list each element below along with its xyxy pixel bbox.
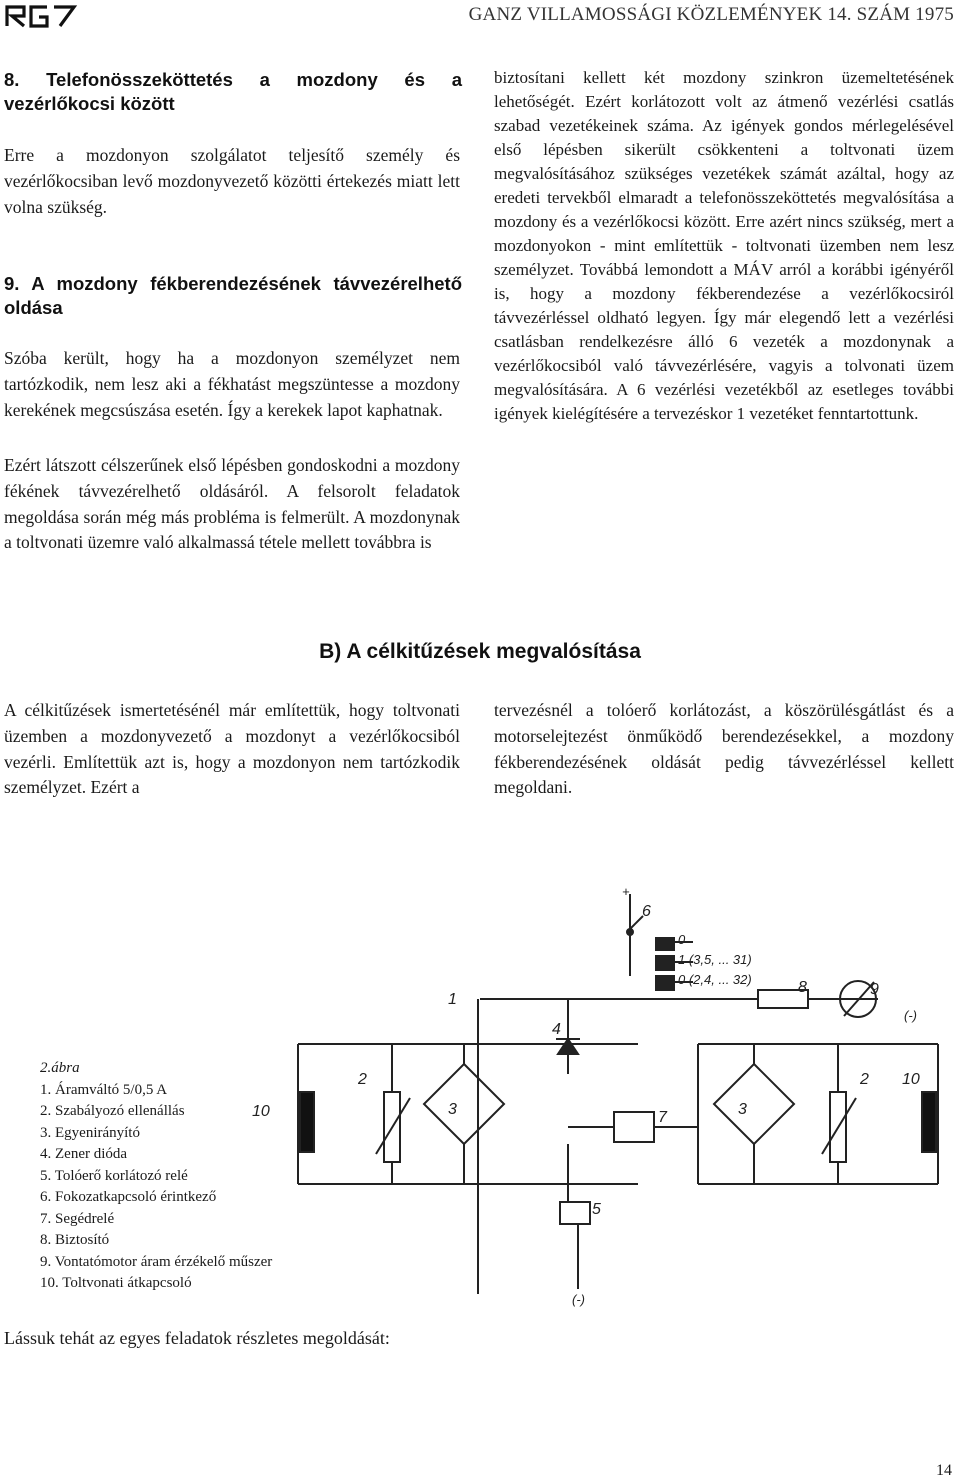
figure-legend: [40, 1058, 340, 1295]
heading-section-9: 9. A mozdony fékberendezésének távvezérelhető oldása: [4, 273, 462, 318]
paragraph-section-8: Erre a mozdonyon szolgálatot teljesítő személy és vezérlőkocsiban levő mozdonyvezető közötti értekezés miatt lett volna szükség.: [4, 145, 460, 217]
paragraph-section-9a: Szóba került, hogy ha a mozdonyon személyzet nem tartózkodik, nem lesz aki a fékhatást megszüntesse a mozdony kerekének megcsúszása esetén. Így a kerekek lapot kaphatnak.: [4, 348, 460, 420]
figure-caption: 2.ábra: [40, 1060, 80, 1076]
label-1: 1: [448, 991, 457, 1008]
label-10-left: 10: [252, 1103, 270, 1120]
heading-section-8: 8. Telefonösszeköttetés a mozdony és a vezérlőkocsi között: [4, 69, 462, 114]
legend-item: 3. Egyenirányító: [40, 1124, 140, 1141]
legend-item: 5. Tolóerő korlátozó relé: [40, 1167, 188, 1184]
journal-title: GANZ VILLAMOSSÁGI KÖZLEMÉNYEK 14. SZÁM 1975: [468, 4, 954, 25]
legend-item: 10. Toltvonati átkapcsoló: [40, 1275, 192, 1291]
label-2-right: 2: [860, 1071, 869, 1088]
label-minus-bottom: (-): [572, 1292, 585, 1307]
section-b-title: B) A célkitűzések megvalósítása: [319, 640, 641, 663]
label-2-left: 2: [358, 1071, 367, 1088]
paragraph-section-b-left: A célkitűzések ismertetésénél már említettük, hogy toltvonati üzemben a mozdonyvezető a mozdonyt a vezérlőkocsiból vezérli. Említettük azt is, hogy a mozdonyon nem tartózkodik személyzet. Ezért a: [4, 700, 460, 798]
legend-item: 4. Zener dióda: [40, 1146, 128, 1162]
label-pos1: 1 (3,5, ... 31): [678, 952, 752, 967]
label-7: 7: [658, 1109, 667, 1126]
label-4: 4: [552, 1021, 561, 1038]
label-pos2: 0 (2,4, ... 32): [678, 972, 752, 987]
paragraph-section-b-right: tervezésnél a tolóerő korlátozást, a köszörülésgátlást és a motorselejtezést önműködő berendezésekkel, a mozdony fékberendezésének oldását pedig távvezérléssel kellett megoldani.: [494, 700, 954, 798]
paragraph-right-column: biztosítani kellett két mozdony szinkron üzemeltetésének lehetőségét. Ezért korlátozott volt az átmenő vezérlési csatlás szabad vezetékeinek száma. Az igények gondos mérlegelésével első lépésben sikerült csökkenteni a toltvonati üzem megvalósításához szükséges vezetékek számát azáltal, hogy az eredeti tervekből elmaradt a telefonösszeköttetés megvalósítása a mozdony és a vezérlőkocsi között. Erre azért nincs szükség, mert a mozdonyokon - mint említettük - toltvonati üzemben nem lesz személyzet. Továbbá lemondott a MÁV arról a korábbi igényéről is, hogy a mozdony fékberendezése a vezérlőkocsiról távvezérléssel oldható legyen. Így már elegendő lett a vezérlési csatlásban rendelkezésre álló 6 vezeték a mozdonynak a vezérlőkocsiból való távvezérlésére, vagyis a tolvonati üzem megvalósítására. A 6 vezérlési vezetékből az esetleges további igények kielégítésére a tervezéskor 1 vezetéket fenntartottunk.: [494, 68, 954, 423]
legend-item: 2. Szabályozó ellenállás: [40, 1103, 185, 1119]
legend-item: 8. Biztosító: [40, 1232, 110, 1248]
label-6: 6: [642, 903, 651, 920]
legend-item: 6. Fokozatkapcsoló érintkező: [40, 1189, 217, 1205]
closing-sentence: Lássuk tehát az egyes feladatok részletes megoldását:: [4, 1328, 390, 1348]
label-10-right: 10: [902, 1071, 920, 1088]
legend-item: 9. Vontatómotor áram érzékelő műszer: [40, 1253, 273, 1270]
circuit-diagram: [238, 884, 960, 1314]
label-8: 8: [798, 979, 807, 996]
label-3-right: 3: [738, 1101, 747, 1118]
page-number: 14: [936, 1462, 952, 1479]
legend-item: 7. Segédrelé: [40, 1210, 115, 1227]
label-pos0: 0: [678, 932, 686, 947]
label-5: 5: [592, 1201, 601, 1218]
rg7-logo: [4, 2, 78, 28]
label-plus: +: [622, 884, 630, 899]
label-9: 9: [870, 981, 879, 998]
legend-item: 1. Áramváltó 5/0,5 A: [40, 1081, 168, 1098]
label-3-left: 3: [448, 1101, 457, 1118]
paragraph-section-9b: Ezért látszott célszerűnek első lépésben gondoskodni a mozdony fékének távvezérelhető oldásáról. A felsorolt feladatok megoldása során még más probléma is felmerült. A mozdonynak a toltvonati üzemre való alkalmassá tétele mellett továbbra is: [4, 455, 460, 553]
label-minus-top: (-): [904, 1008, 917, 1023]
